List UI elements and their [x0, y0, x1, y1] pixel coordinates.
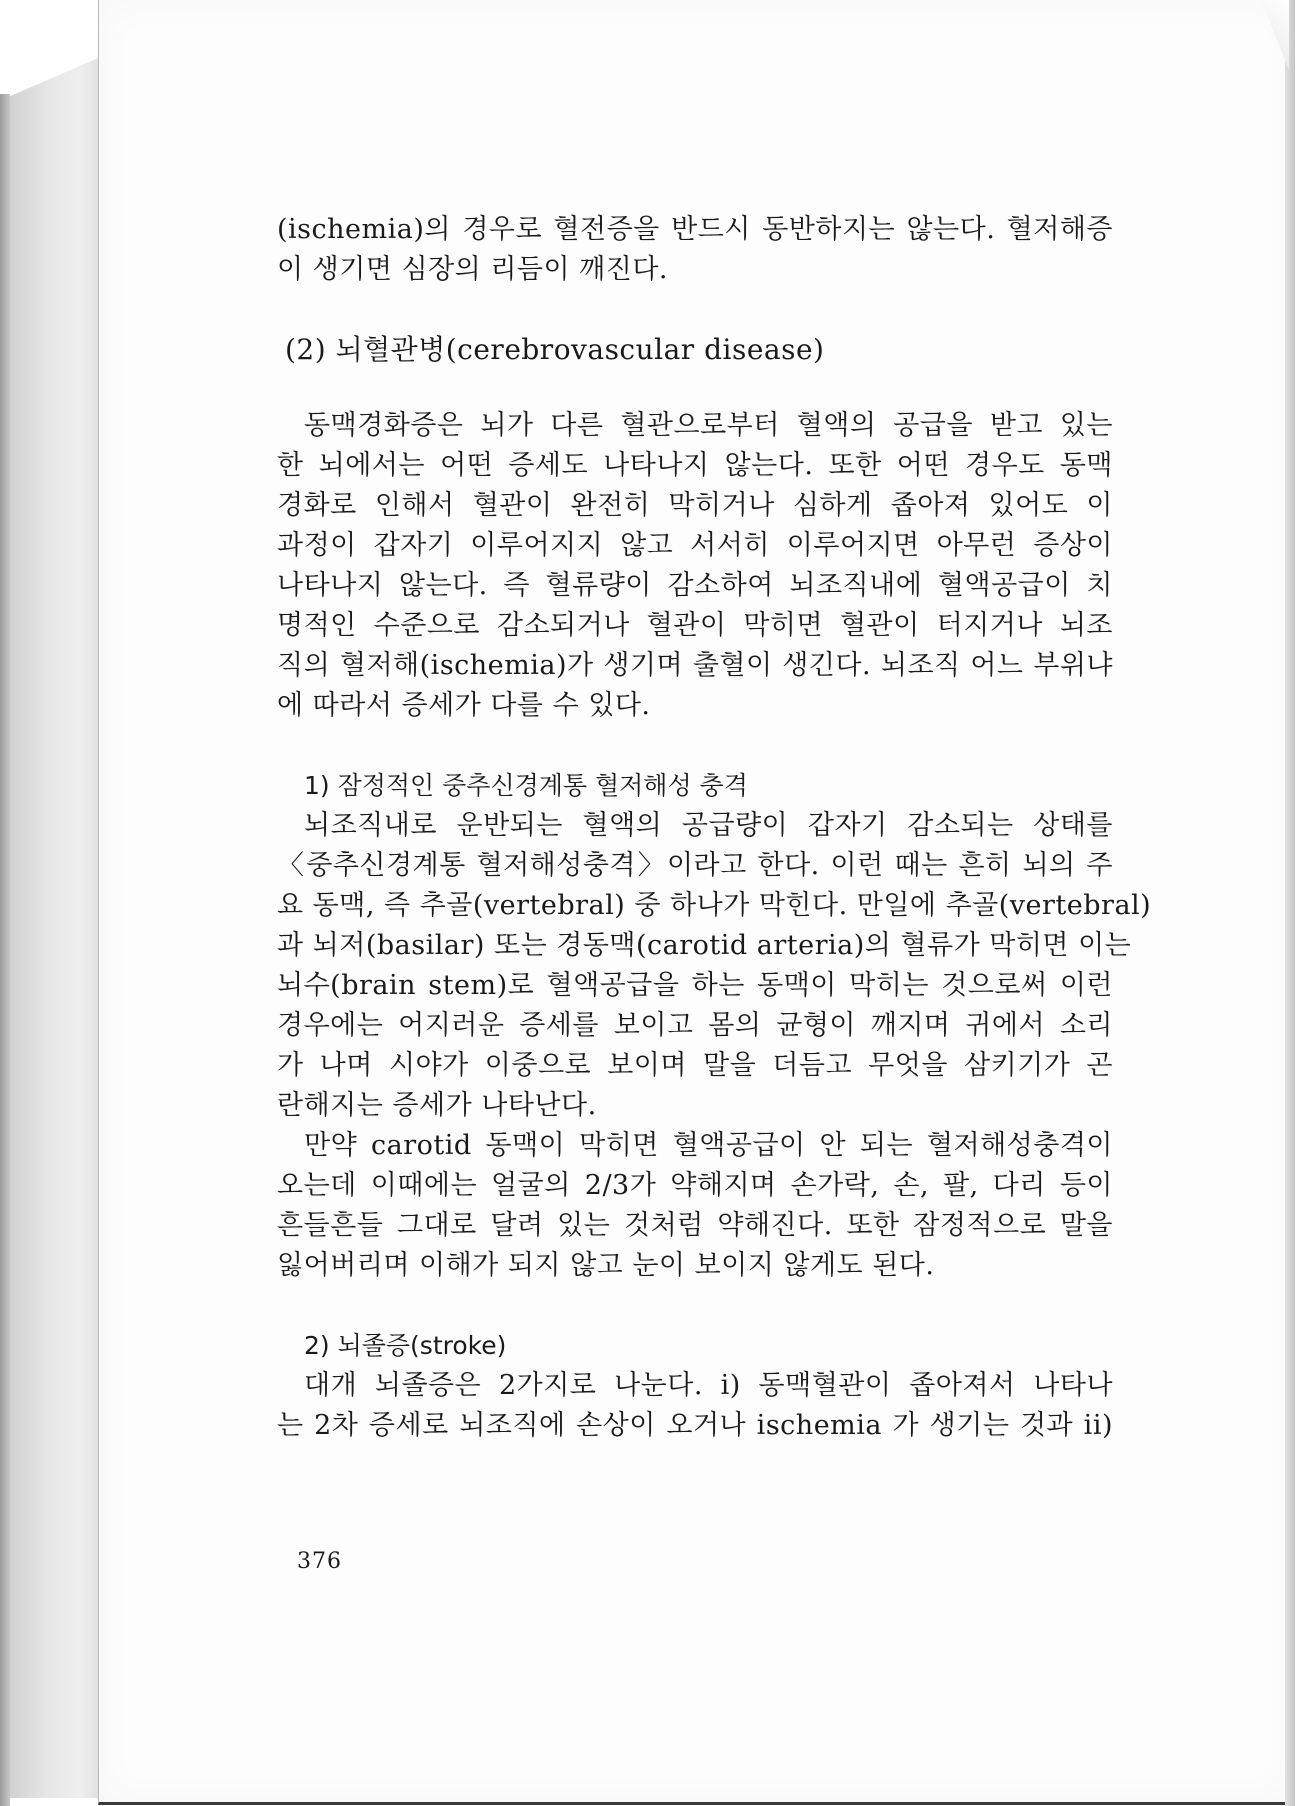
page-edge	[1285, 0, 1295, 1806]
text-line: 한 뇌에서는 어떤 증세도 나타나지 않는다. 또한 어떤 경우도 동맥	[277, 450, 1113, 481]
text-line: 잃어버리며 이해가 되지 않고 눈이 보이지 않게도 된다.	[277, 1250, 935, 1281]
text-line: 대개 뇌졸증은 2가지로 나눈다. i) 동맥혈관이 좁아져서 나타나	[304, 1370, 1113, 1401]
text-line: 가 나며 시야가 이중으로 보이며 말을 더듬고 무엇을 삼키기가 곤	[277, 1050, 1113, 1081]
text-line: 나타나지 않는다. 즉 혈류량이 감소하여 뇌조직내에 혈액공급이 치	[277, 570, 1113, 601]
text-line: 오는데 이때에는 얼굴의 2/3가 약해지며 손가락, 손, 팔, 다리 등이	[277, 1170, 1113, 1201]
section-heading: (2) 뇌혈관병(cerebrovascular disease)	[285, 333, 825, 366]
spine-edge	[0, 94, 10, 1806]
text-line: 흔들흔들 그대로 달려 있는 것처럼 약해진다. 또한 잠정적으로 말을	[277, 1210, 1113, 1241]
text-line: 과정이 갑자기 이루어지지 않고 서서히 이루어지면 아무런 증상이	[277, 530, 1113, 561]
text-line: 동맥경화증은 뇌가 다른 혈관으로부터 혈액의 공급을 받고 있는	[304, 410, 1113, 441]
text-line: 명적인 수준으로 감소되거나 혈관이 막히면 혈관이 터지거나 뇌조	[277, 610, 1113, 641]
page-number: 376	[297, 1549, 342, 1574]
subsection-paragraph	[277, 1126, 1113, 1286]
spine-face	[6, 58, 98, 1798]
text-line: 만약 carotid 동맥이 막히면 혈액공급이 안 되는 혈저해성충격이	[304, 1130, 1113, 1161]
subsection-paragraph	[277, 1366, 1113, 1446]
text-line: 란해지는 증세가 나타난다.	[277, 1090, 597, 1121]
text-line: (ischemia)의 경우로 혈전증을 반드시 동반하지는 않는다. 혈저해증	[277, 214, 1113, 245]
text-line: 뇌수(brain stem)로 혈액공급을 하는 동맥이 막히는 것으로써 이런	[277, 970, 1113, 1001]
page-corner-curl	[1249, 0, 1289, 70]
text-line: 〈중추신경계통 혈저해성충격〉이라고 한다. 이런 때는 흔히 뇌의 주	[277, 850, 1113, 881]
section-paragraph	[277, 406, 1113, 726]
text-line: 는 2차 증세로 뇌조직에 손상이 오거나 ischemia 가 생기는 것과 ii)	[277, 1410, 1113, 1441]
subsection-heading: 2) 뇌졸증(stroke)	[304, 1331, 507, 1360]
subsection-paragraph	[277, 806, 1152, 1126]
text-line: 이 생기면 심장의 리듬이 깨진다.	[277, 254, 668, 285]
subsection-heading: 1) 잠정적인 중추신경계통 혈저해성 충격	[304, 771, 748, 800]
text-line: 경우에는 어지러운 증세를 보이고 몸의 균형이 깨지며 귀에서 소리	[277, 1010, 1113, 1041]
text-line: 뇌조직내로 운반되는 혈액의 공급량이 갑자기 감소되는 상태를	[304, 810, 1113, 841]
text-line: 경화로 인해서 혈관이 완전히 막히거나 심하게 좁아져 있어도 이	[277, 490, 1113, 521]
book-spine	[0, 0, 104, 1806]
text-line: 직의 혈저해(ischemia)가 생기며 출혈이 생긴다. 뇌조직 어느 부위냐	[277, 650, 1113, 681]
page-text	[277, 210, 1152, 1446]
text-line: 과 뇌저(basilar) 또는 경동맥(carotid arteria)의 혈류가 막히면 이는	[277, 930, 1132, 961]
text-line: 에 따라서 증세가 다를 수 있다.	[277, 690, 651, 721]
text-line: 요 동맥, 즉 추골(vertebral) 중 하나가 막힌다. 만일에 추골(vertebral)	[277, 890, 1152, 921]
